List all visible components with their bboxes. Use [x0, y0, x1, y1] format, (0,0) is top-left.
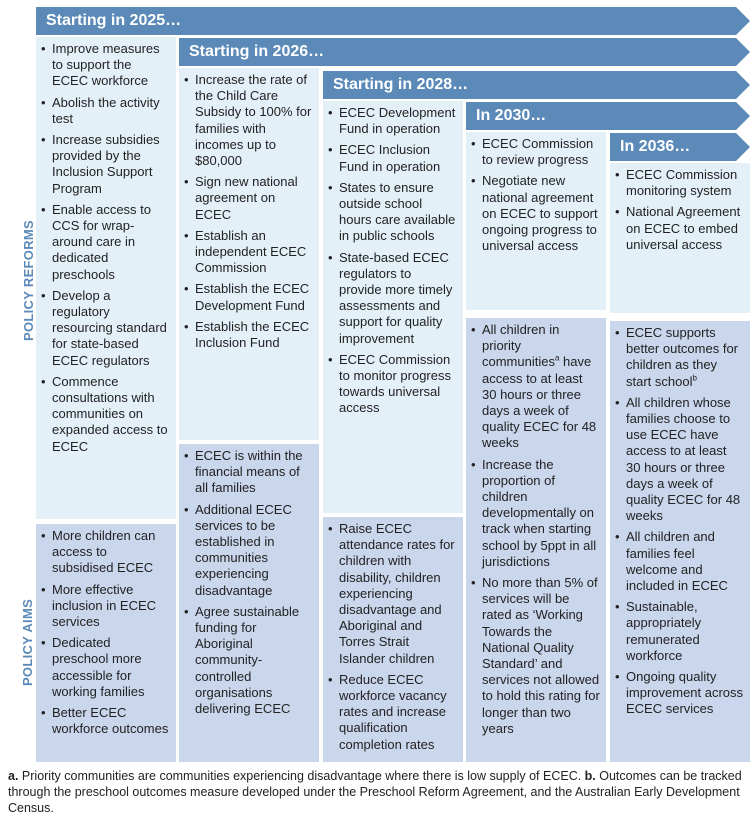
reform-2028-1: • ECEC Development Fund in operation	[327, 105, 457, 137]
reform-2026-2: • Sign new national agreement on ECEC	[183, 174, 313, 223]
aim-2030-1-text-a: All children in priority communities	[482, 322, 560, 370]
aim-2036-1-text: ECEC supports better outcomes for children as they start school	[626, 325, 738, 389]
aim-2026-3: • Agree sustainable funding for Aboriginal community-controlled organisations delivering ECEC	[183, 604, 313, 717]
reforms-2030	[466, 132, 606, 310]
reform-2026-1: • Increase the rate of the Child Care Subsidy to 100% for families with incomes up to $80,000	[183, 72, 313, 169]
aim-2026-1: • ECEC is within the financial means of all families	[183, 448, 313, 497]
heading-2030: In 2030…	[476, 107, 547, 124]
aim-2025-1: • More children can access to subsidised ECEC	[40, 528, 170, 577]
heading-arrow-2030	[466, 102, 736, 130]
aims-2036	[610, 321, 750, 762]
reform-2030-1: • ECEC Commission to review progress	[470, 136, 600, 168]
aim-2036-5: • Ongoing quality improvement across ECEC services	[614, 669, 744, 718]
aim-2025-4: • Better ECEC workforce outcomes	[40, 705, 170, 737]
reform-2036-2: • National Agreement on ECEC to embed universal access	[614, 204, 744, 253]
policy-reforms-label-wrap	[20, 60, 36, 500]
reform-2026-4: • Establish the ECEC Development Fund	[183, 281, 313, 313]
reform-2025-6: • Commence consultations with communities on expanded access to ECEC	[40, 374, 170, 455]
footnote-marker-a: a	[554, 354, 560, 364]
reform-2025-5: • Develop a regulatory resourcing standard for state-based ECEC regulators	[40, 288, 170, 369]
arrow-tip-2028	[736, 71, 750, 99]
aim-2036-4: • Sustainable, appropriately remunerated workforce	[614, 599, 744, 664]
aim-2030-2: • Increase the proportion of children developmentally on track when starting school by 5ppt in all jurisdictions	[470, 457, 600, 570]
reforms-2025	[36, 37, 176, 519]
aim-2030-3: • No more than 5% of services will be rated as ‘Working Towards the National Quality Standard’ and services not allowed to hold this rating for longer than two years	[470, 575, 600, 737]
heading-2036: In 2036…	[620, 138, 691, 155]
policy-aims-label: POLICY AIMS	[20, 598, 36, 687]
reform-2025-3: • Increase subsidies provided by the Inclusion Support Program	[40, 132, 170, 197]
aim-2025-3: • Dedicated preschool more accessible for working families	[40, 635, 170, 700]
arrow-tip-2025	[736, 7, 750, 35]
aims-2026	[179, 444, 319, 762]
aim-2030-1-text-b: have access to at least 30 hours or three days a week of quality ECEC for 48 weeks	[482, 354, 597, 451]
aim-2028-2: • Reduce ECEC workforce vacancy rates and increase qualification completion rates	[327, 672, 457, 753]
aim-2025-2: • More effective inclusion in ECEC services	[40, 582, 170, 631]
arrow-tip-2030	[736, 102, 750, 130]
reform-2026-3: • Establish an independent ECEC Commission	[183, 228, 313, 277]
footnote-a-text: Priority communities are communities experiencing disadvantage where there is low supply of ECEC.	[18, 769, 585, 783]
arrow-tip-2036	[736, 133, 750, 161]
heading-arrow-2036	[610, 133, 736, 161]
footnote-b-text: Outcomes can be tracked through the preschool outcomes measure developed under the Preschool Reform Agreement, and the Australian Early Development Census.	[8, 769, 742, 815]
footnote-b-label: b.	[584, 769, 596, 783]
reform-2028-4: • State-based ECEC regulators to provide more timely assessments and support for quality improvement	[327, 250, 457, 347]
aims-2025	[36, 524, 176, 762]
reforms-2026	[179, 68, 319, 440]
aim-2026-2: • Additional ECEC services to be established in communities experiencing disadvantage	[183, 502, 313, 599]
reform-2025-4: • Enable access to CCS for wrap-around care in dedicated preschools	[40, 202, 170, 283]
heading-arrow-2026	[179, 38, 736, 66]
footnote	[8, 768, 748, 816]
reforms-2028	[323, 101, 463, 513]
reform-2026-5: • Establish the ECEC Inclusion Fund	[183, 319, 313, 351]
reforms-2036	[610, 163, 750, 313]
aim-2036-1	[614, 325, 744, 390]
aims-2030	[466, 318, 606, 762]
aim-2030-1	[470, 322, 600, 452]
footnote-marker-b: b	[692, 373, 697, 383]
heading-arrow-2025	[36, 7, 736, 35]
aims-2028	[323, 517, 463, 762]
reform-2025-1: • Improve measures to support the ECEC workforce	[40, 41, 170, 90]
aim-2036-3: • All children and families feel welcome and included in ECEC	[614, 529, 744, 594]
heading-2025: Starting in 2025…	[46, 12, 182, 29]
heading-2028: Starting in 2028…	[333, 76, 469, 93]
aim-2036-2: • All children whose families choose to use ECEC have access to at least 30 hours or three days a week of quality ECEC for 48 weeks	[614, 395, 744, 525]
reform-2028-2: • ECEC Inclusion Fund in operation	[327, 142, 457, 174]
arrow-tip-2026	[736, 38, 750, 66]
reform-2030-2: • Negotiate new national agreement on ECEC to support ongoing progress to universal access	[470, 173, 600, 254]
reform-2028-3: • States to ensure outside school hours care available in public schools	[327, 180, 457, 245]
policy-aims-label-wrap	[20, 525, 36, 760]
aim-2028-1: • Raise ECEC attendance rates for children with disability, children experiencing disadvantage and Aboriginal and Torres Strait Islander children	[327, 521, 457, 667]
reform-2025-2: • Abolish the activity test	[40, 95, 170, 127]
reform-2036-1: • ECEC Commission monitoring system	[614, 167, 744, 199]
heading-arrow-2028	[323, 71, 736, 99]
policy-reforms-label: POLICY REFORMS	[20, 219, 36, 341]
reform-2028-5: • ECEC Commission to monitor progress towards universal access	[327, 352, 457, 417]
heading-2026: Starting in 2026…	[189, 43, 325, 60]
footnote-a-label: a.	[8, 769, 19, 783]
